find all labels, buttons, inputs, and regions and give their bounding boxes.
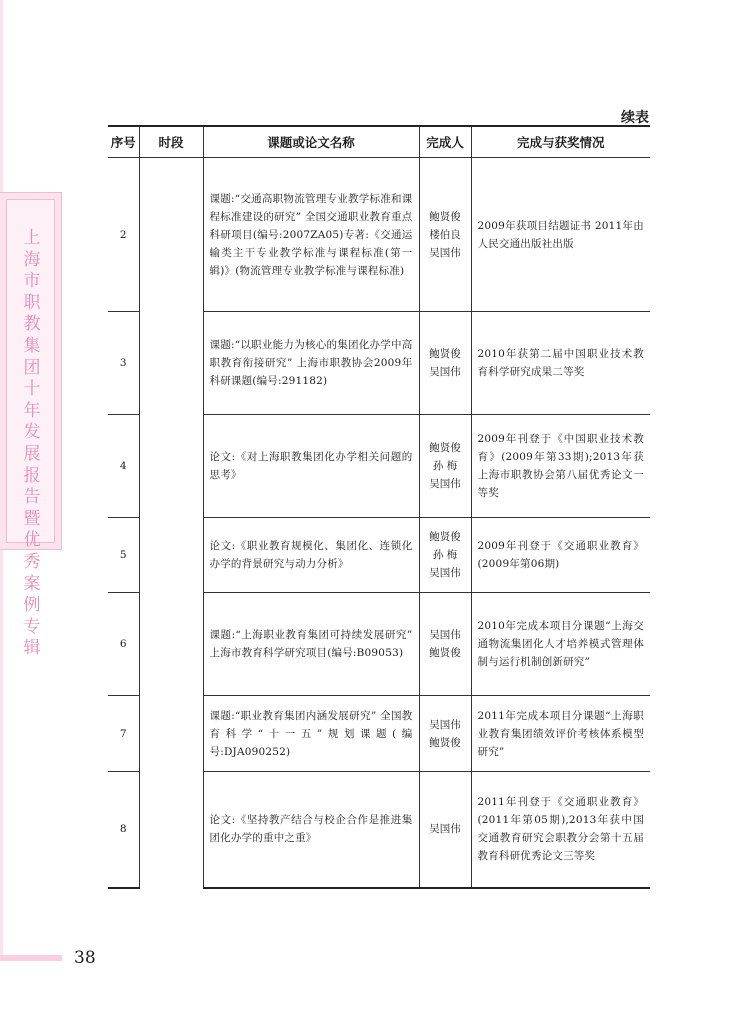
person: 吴国伟: [429, 718, 461, 731]
row-no: 5: [108, 518, 139, 593]
row-title: 课题:“以职业能力为核心的集团化办学中高职教育衔接研究” 上海市职教协会2009年科研课题(编号:291182): [203, 312, 419, 415]
row-title: 课题:“职业教育集团内涵发展研究” 全国教育科学“十一五”规划课题(编号:DJA090252): [203, 696, 419, 772]
person: 鲍贤俊: [429, 210, 461, 223]
row-no: 8: [108, 772, 139, 888]
row-award: 2009年刊登于《交通职业教育》(2009年第06期): [471, 518, 650, 593]
header-people: 完成人: [419, 126, 471, 158]
person: 吴国伟: [429, 629, 461, 641]
person: 鲍贤俊: [429, 531, 461, 543]
header-award: 完成与获奖情况: [471, 126, 650, 158]
row-people: [419, 772, 471, 888]
row-people: [419, 415, 471, 518]
row-no: 7: [108, 696, 139, 772]
row-award: 2009年刊登于《中国职业技术教育》(2009年第33期);2013年获上海市职教协会第八届优秀论文一等奖: [471, 415, 650, 518]
bottom-bar: [0, 955, 62, 961]
continue-label: 续表: [621, 110, 649, 126]
row-award: 2011年刊登于《交通职业教育》(2011年第05期),2013年获中国交通教育研究会职教分会第十五届教育科研优秀论文三等奖: [471, 772, 650, 888]
person: 鲍贤俊: [429, 442, 461, 454]
row-title: 课题:“交通高职物流管理专业教学标准和课程标准建设的研究” 全国交通职业教育重点科研项目(编号:2007ZA05)专著:《交通运输类主干专业教学标准与课程标准(第一辑)》(物流管理专业教学标准与课程标准): [203, 158, 419, 312]
row-title: 论文:《坚持教产结合与校企合作是推进集团化办学的重中之重》: [203, 772, 419, 888]
row-people: [419, 158, 471, 312]
person: 孙 梅: [432, 549, 458, 561]
header-period: 时段: [139, 126, 203, 158]
row-title: 论文:《对上海职教集团化办学相关问题的思考》: [203, 415, 419, 518]
person: 楼伯良: [429, 228, 461, 241]
row-title: 论文:《职业教育规模化、集团化、连锁化办学的背景研究与动力分析》: [203, 518, 419, 593]
person: 吴国伟: [429, 246, 461, 259]
person: 孙 梅: [432, 460, 458, 472]
person: 吴国伟: [429, 478, 461, 490]
row-no: 2: [108, 158, 139, 312]
row-award: 2011年完成本项目分课题“上海职业教育集团绩效评价考核体系模型研究”: [471, 696, 650, 772]
person: 吴国伟: [429, 567, 461, 579]
row-no: 3: [108, 312, 139, 415]
person: 吴国伟: [429, 823, 461, 836]
row-no: 6: [108, 593, 139, 696]
results-table: [108, 125, 650, 889]
row-title: 课题:“上海职业教育集团可持续发展研究” 上海市教育科学研究项目(编号:B09053): [203, 593, 419, 696]
row-award: 2010年完成本项目分课题“上海交通物流集团化人才培养模式管理体制与运行机制创新研究”: [471, 593, 650, 696]
person: 鲍贤俊: [429, 736, 461, 749]
table-row: [108, 158, 650, 312]
row-people: [419, 593, 471, 696]
row-people: [419, 696, 471, 772]
row-no: 4: [108, 415, 139, 518]
person: 鲍贤俊: [429, 647, 461, 659]
side-title: 上海市职教集团十年发展报告暨优秀案例专辑: [23, 228, 41, 659]
row-award: 2010年获第二届中国职业技术教育科学研究成果二等奖: [471, 312, 650, 415]
row-people: [419, 312, 471, 415]
person: 鲍贤俊: [429, 348, 461, 360]
header-title: 课题或论文名称: [203, 126, 419, 158]
page-number: 38: [74, 948, 96, 968]
table-header-row: [108, 126, 650, 158]
period-cell: [139, 158, 203, 888]
row-people: [419, 518, 471, 593]
row-award: 2009年获项目结题证书 2011年由人民交通出版社出版: [471, 158, 650, 312]
person: 吴国伟: [429, 366, 461, 378]
header-no: 序号: [108, 126, 139, 158]
